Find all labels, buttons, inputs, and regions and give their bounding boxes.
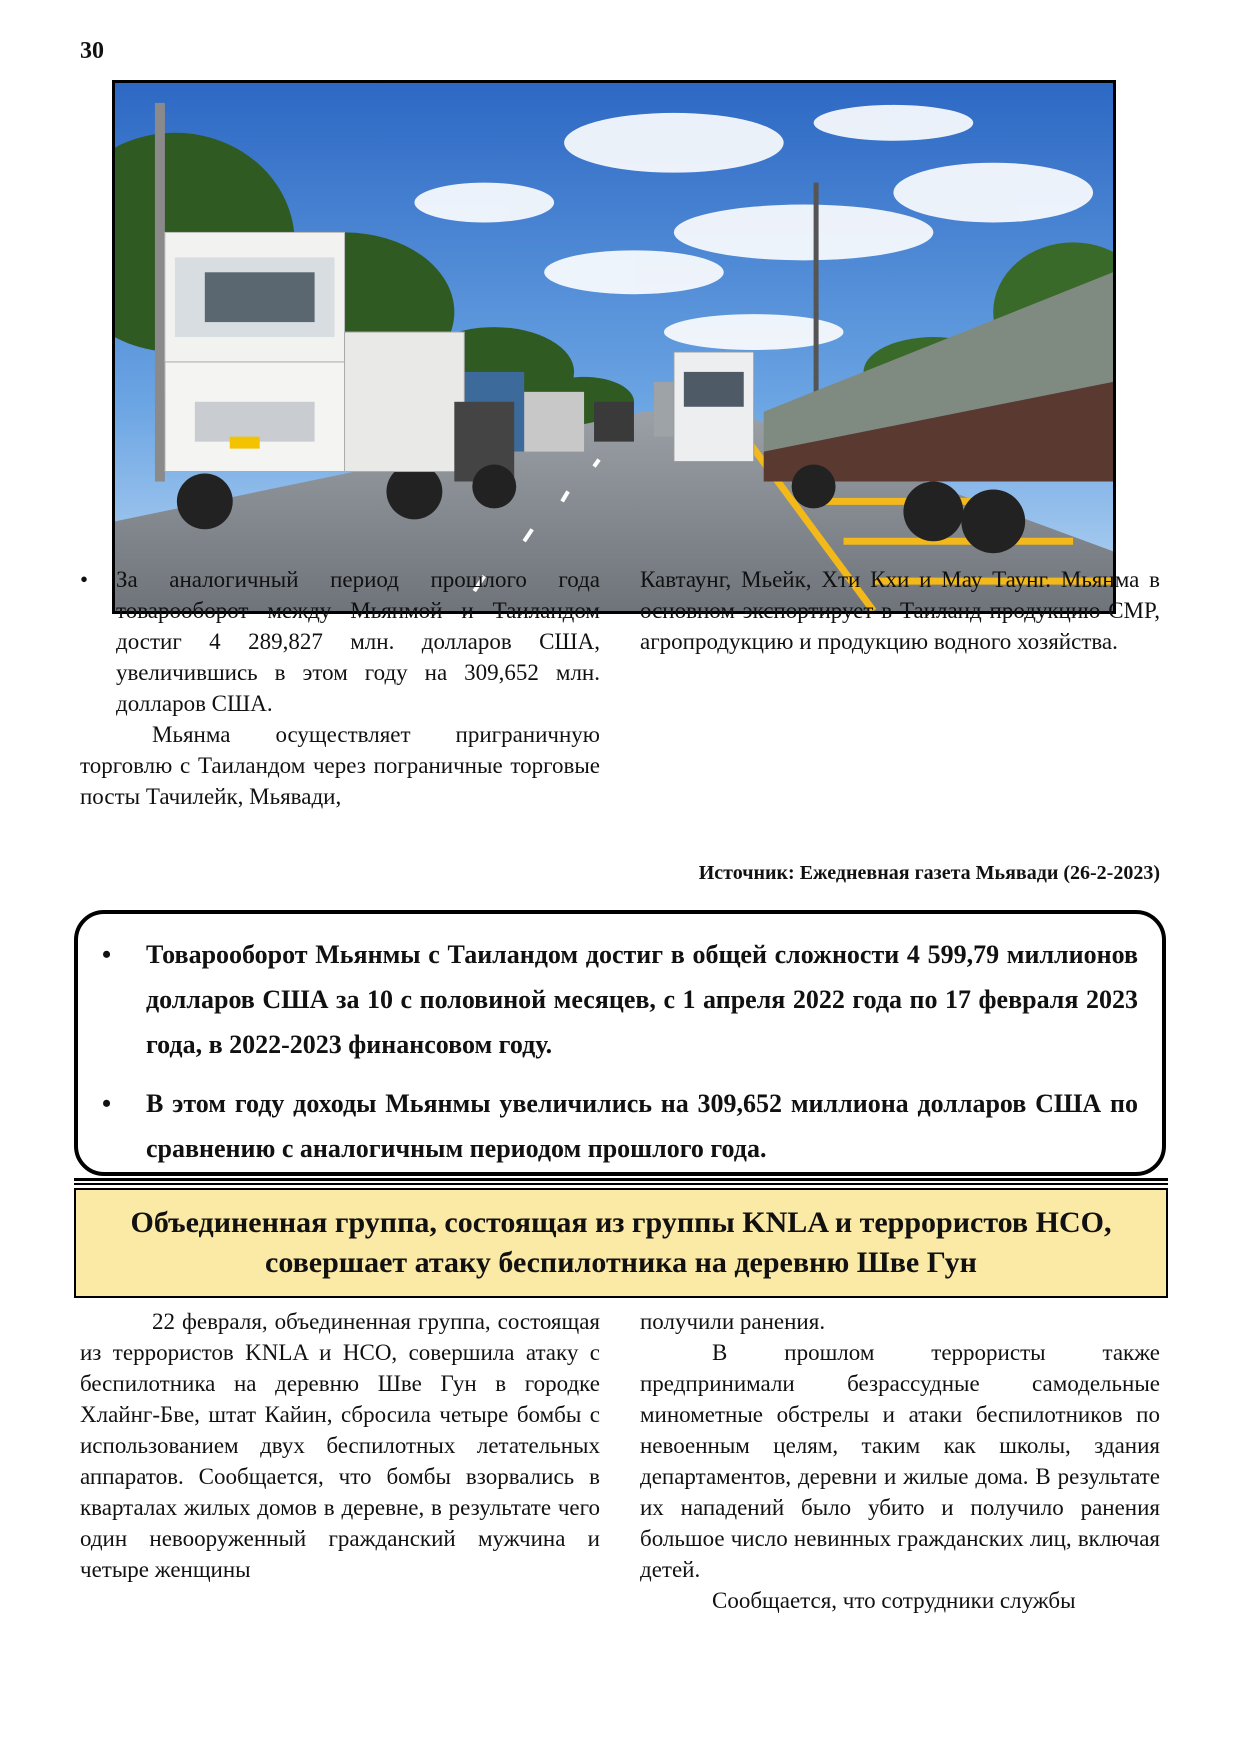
- truck-convoy-photo: [112, 80, 1116, 614]
- bullet-icon: •: [102, 940, 112, 969]
- bullet-paragraph: [80, 564, 600, 719]
- article-paragraph: В прошлом террористы также предпринимали безрассудные самодельные минометные обстрелы и атаки беспилотников по невоенным целям, таким как школы, здания департаментов, деревни и жилые дома. В результате их нападений было убито и получило ранения большое число невинных гражданских лиц, включая детей.: [640, 1340, 1160, 1582]
- bullet-icon: •: [102, 1089, 112, 1118]
- article-paragraph: Сообщается, что сотрудники службы: [712, 1588, 1076, 1613]
- divider-line: [74, 1183, 1168, 1185]
- key-fact-text: Товарооборот Мьянмы с Таиландом достиг в общей сложности 4 599,79 миллионов долларов США за 10 с половиной месяцев, с 1 апреля 2022 года по 17 февраля 2023 года, в 2022-2023 финансовом году.: [146, 940, 1138, 1059]
- left-column-intro: [80, 564, 600, 812]
- border-trade-paragraph: Мьянма осуществляет приграничную торговлю с Таиландом через пограничные торговые посты Тачилейк, Мьявади,: [80, 722, 600, 809]
- article-headline: [74, 1188, 1168, 1298]
- export-paragraph: Кавтаунг, Мьейк, Хти Кхи и Мау Таунг. Мьянма в основном экспортирует в Таиланд продукцию CMP, агропродукцию и продукцию водного хозяйства.: [640, 567, 1160, 654]
- photo-illustration: [115, 83, 1113, 611]
- headline-line-1: Объединенная группа, состоящая из группы KNLA и террористов НСО,: [130, 1206, 1112, 1239]
- article-paragraph: 22 февраля, объединенная группа, состоящая из террористов KNLA и НСО, совершила атаку с беспилотника на деревню Шве Гун в городке Хлайнг-Бве, штат Кайин, сбросила четыре бомбы с использованием двух беспилотных летательных аппаратов. Сообщается, что бомбы взорвались в кварталах жилых домов в деревне, в результате чего один невооруженный гражданский мужчина и четыре женщины: [80, 1309, 600, 1582]
- right-column-intro: [640, 564, 1160, 657]
- divider-line: [74, 1178, 1168, 1181]
- source-citation: Источник: Ежедневная газета Мьявади (26-2-2023): [698, 862, 1160, 884]
- key-fact-item: [96, 932, 1138, 1067]
- article-paragraph: получили ранения.: [640, 1309, 826, 1334]
- page-number: 30: [80, 38, 104, 64]
- key-facts-box: [74, 910, 1166, 1176]
- key-fact-text: В этом году доходы Мьянмы увеличились на 309,652 миллиона долларов США по сравнению с аналогичным периодом прошлого года.: [146, 1089, 1138, 1163]
- bullet-icon: •: [80, 567, 89, 592]
- trade-comparison-paragraph: За аналогичный период прошлого года товарооборот между Мьянмой и Таиландом достиг 4 289,827 млн. долларов США, увеличившись в этом году на 309,652 млн. долларов США.: [116, 567, 600, 716]
- headline-line-2: совершает атаку беспилотника на деревню Шве Гун: [265, 1246, 977, 1279]
- article-left-column: [80, 1306, 600, 1585]
- key-fact-item: [96, 1081, 1138, 1171]
- article-right-column: [640, 1306, 1160, 1616]
